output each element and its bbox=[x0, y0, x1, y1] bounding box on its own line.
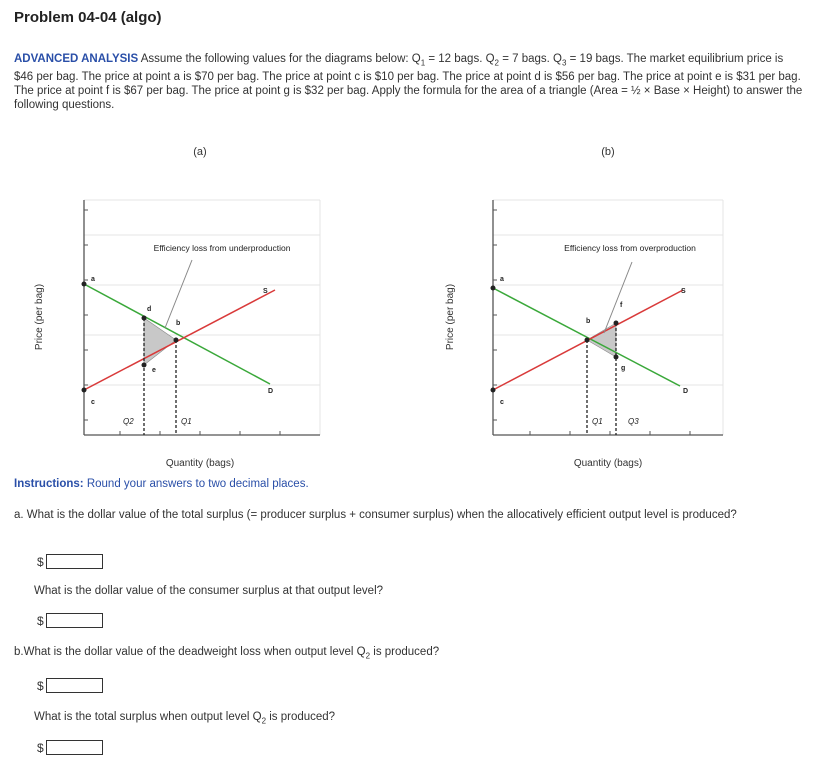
caption-b: Efficiency loss from overproduction bbox=[564, 243, 696, 253]
answer-row-b1: $ bbox=[37, 678, 103, 693]
svg-text:c: c bbox=[91, 399, 95, 406]
svg-text:Q3: Q3 bbox=[628, 417, 639, 426]
advanced-analysis-label: ADVANCED ANALYSIS bbox=[14, 53, 139, 65]
supply-curve-a bbox=[84, 290, 275, 390]
question-b2: What is the total surplus when output level $Q_2$ is produced? bbox=[34, 711, 336, 726]
xlabel-b: Quantity (bags) bbox=[573, 458, 643, 469]
svg-text:f: f bbox=[620, 302, 623, 309]
diagrams bbox=[0, 140, 819, 475]
answer-input-total-surplus[interactable] bbox=[46, 554, 103, 569]
diagram-b bbox=[445, 146, 723, 469]
svg-text:a: a bbox=[500, 276, 504, 283]
svg-text:D: D bbox=[683, 388, 689, 395]
page-title: Problem 04-04 (algo) bbox=[14, 9, 162, 26]
question-b1: b.What is the dollar value of the deadweight loss when output level $Q_2$ is produced? bbox=[14, 646, 440, 661]
answer-row-a2: $ bbox=[37, 613, 103, 628]
svg-text:a: a bbox=[91, 276, 95, 283]
panel-b-label: (b) bbox=[601, 146, 615, 158]
svg-text:g: g bbox=[621, 365, 626, 372]
svg-text:S: S bbox=[263, 288, 268, 295]
svg-text:Q1: Q1 bbox=[181, 417, 192, 426]
svg-text:S: S bbox=[681, 288, 686, 295]
svg-text:Q2: Q2 bbox=[123, 417, 134, 426]
svg-text:d: d bbox=[147, 306, 152, 313]
xlabel-a: Quantity (bags) bbox=[165, 458, 235, 469]
svg-text:Q1: Q1 bbox=[592, 417, 603, 426]
answer-row-a1: $ bbox=[37, 554, 103, 569]
answer-input-consumer-surplus[interactable] bbox=[46, 613, 103, 628]
answer-input-total-surplus-q2[interactable] bbox=[46, 740, 103, 755]
svg-text:e: e bbox=[152, 367, 156, 374]
ylabel-a: Price (per bag) bbox=[34, 283, 45, 351]
svg-text:b: b bbox=[586, 318, 591, 325]
instructions: Instructions: Round your answers to two decimal places. bbox=[14, 478, 309, 490]
question-a2: What is the dollar value of the consumer surplus at that output level? bbox=[34, 585, 384, 597]
diagram-a bbox=[34, 146, 320, 469]
caption-a: Efficiency loss from underproduction bbox=[153, 243, 291, 253]
problem-statement: ADVANCED ANALYSIS Assume the following values for the diagrams below: $Q_1 = 12$ bags. $Q_2 = 7$ bags. $Q_3 = 19$ bags. The market equilibrium price is $46 per bag. The price at point a is $70 per bag. The price at point c is $10 per bag. The price at point d is $56 per bag. The price at point e is $31 per bag. The price at point f is $67 per bag. The price at point g is $32 per bag. Apply the formula for the area of a triangle (Area = ½ × Base × Height) to answer the following questions. bbox=[14, 53, 803, 112]
svg-text:D: D bbox=[268, 388, 274, 395]
panel-a-label: (a) bbox=[193, 146, 207, 158]
svg-text:b: b bbox=[176, 320, 181, 327]
question-a1: a. What is the dollar value of the total surplus (= producer surplus + consumer surplus) when the allocatively efficient output level is produced? bbox=[14, 509, 737, 521]
ylabel-b: Price (per bag) bbox=[445, 283, 456, 351]
answer-row-b2: $ bbox=[37, 740, 103, 755]
answer-input-deadweight-loss[interactable] bbox=[46, 678, 103, 693]
svg-text:c: c bbox=[500, 399, 504, 406]
